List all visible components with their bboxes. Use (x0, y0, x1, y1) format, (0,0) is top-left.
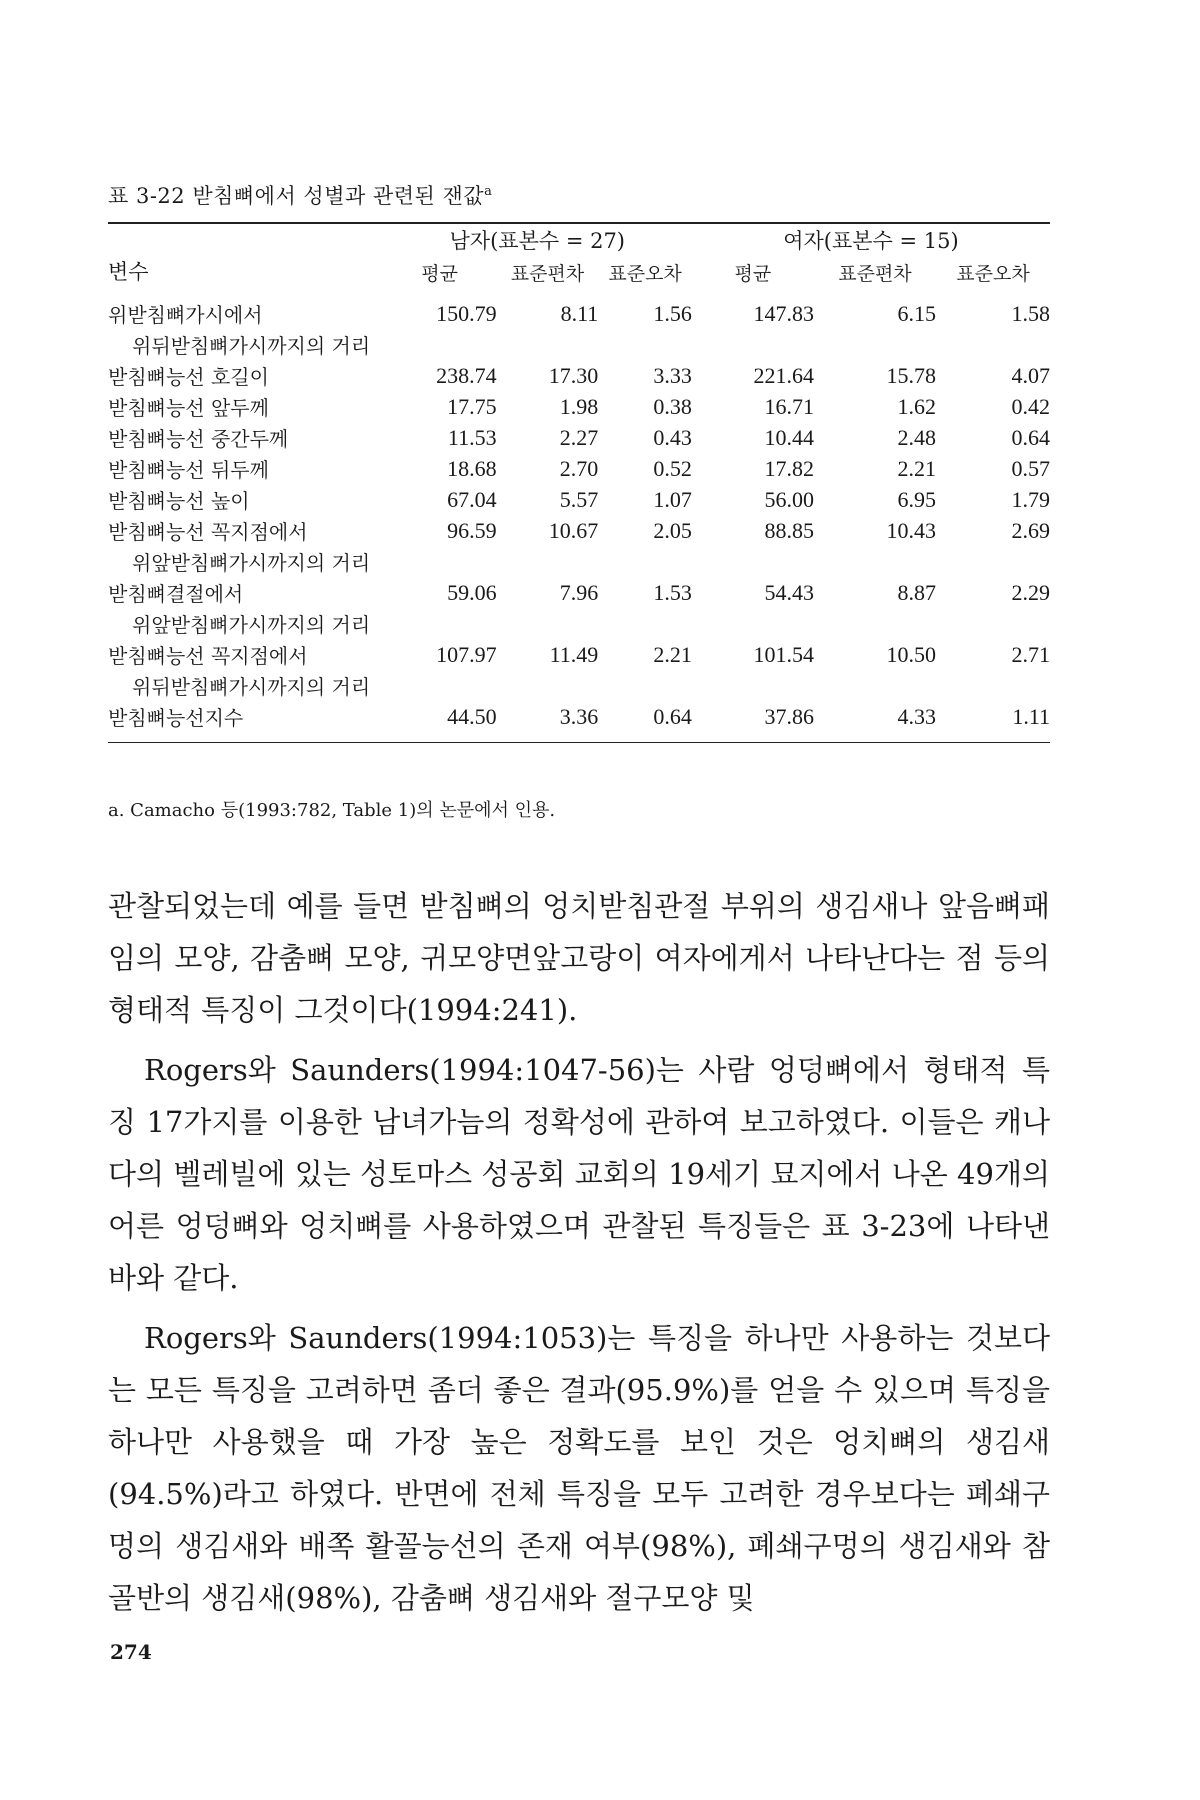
row-value: 2.69 (1011, 517, 1050, 543)
table-body (108, 298, 1050, 732)
row-label: 받침뼈능선 중간두께 (108, 427, 289, 451)
row-value (497, 608, 599, 639)
table-row (108, 298, 1050, 329)
row-value: 88.85 (764, 517, 814, 543)
row-label: 받침뼈결절에서 (108, 582, 244, 606)
row-value (692, 546, 814, 577)
row-value (692, 670, 814, 701)
row-value: 1.11 (1012, 703, 1050, 729)
male-se-header: 표준오차 (608, 262, 682, 285)
row-value (936, 546, 1050, 577)
row-value: 10.67 (548, 517, 599, 543)
row-value: 1.98 (559, 393, 599, 419)
row-value: 150.79 (436, 300, 497, 326)
row-value: 11.49 (549, 641, 599, 667)
row-label: 받침뼈능선 뒤두께 (108, 458, 269, 482)
row-value (598, 546, 692, 577)
row-value (936, 670, 1050, 701)
row-value: 67.04 (447, 486, 497, 512)
row-value: 0.42 (1011, 393, 1050, 419)
row-label: 받침뼈능선지수 (108, 706, 244, 730)
row-value: 54.43 (764, 579, 814, 605)
row-value (692, 329, 814, 360)
table-row (108, 453, 1050, 484)
table-row (108, 701, 1050, 732)
table-caption (108, 180, 492, 210)
paragraph: Rogers와 Saunders(1994:1047-56)는 사람 엉덩뼈에서 형태적 특징 17가지를 이용한 남녀가늠의 정확성에 관하여 보고하였다. 이들은 캐나다의 벨레빌에 있는 성토마스 성공회 교회의 19세기 묘지에서 나온 49개의 어른 엉덩뼈와 엉치뼈를 사용하였으며 관찰된 특징들은 표 3-23에 나타낸 바와 같다. (108, 1053, 1050, 1295)
row-value: 7.96 (559, 579, 599, 605)
row-value: 10.50 (886, 641, 936, 667)
row-value: 1.07 (653, 486, 692, 512)
row-value (497, 670, 599, 701)
row-label: 위뒤받침뼈가시까지의 거리 (132, 334, 371, 358)
row-value: 2.05 (653, 517, 692, 543)
row-value (598, 670, 692, 701)
row-value: 3.33 (653, 362, 692, 388)
female-mean-header: 평균 (734, 262, 772, 285)
row-value: 15.78 (886, 362, 936, 388)
row-value: 18.68 (447, 455, 497, 481)
row-value (814, 546, 936, 577)
row-value (814, 329, 936, 360)
row-label: 위뒤받침뼈가시까지의 거리 (132, 675, 371, 699)
row-value: 1.53 (653, 579, 692, 605)
row-value: 147.83 (753, 300, 814, 326)
row-value: 2.29 (1011, 579, 1050, 605)
table-row (108, 670, 1050, 701)
row-label: 받침뼈능선 앞두께 (108, 396, 269, 420)
row-value: 10.44 (764, 424, 814, 450)
page-number: 274 (110, 1640, 152, 1664)
variable-column-header: 변수 (108, 260, 149, 284)
row-value (598, 329, 692, 360)
row-value: 2.70 (559, 455, 599, 481)
row-value: 8.11 (560, 300, 599, 326)
row-value (814, 608, 936, 639)
paragraph: Rogers와 Saunders(1994:1053)는 특징을 하나만 사용하는 것보다는 모든 특징을 고려하면 좀더 좋은 결과(95.9%)를 얻을 수 있으며 특징을 하나만 사용했을 때 가장 높은 정확도를 보인 것은 엉치뼈의 생김새(94.5%)라고 하였다. 반면에 전체 특징을 모두 고려한 경우보다는 폐쇄구멍의 생김새와 배쪽 활꼴능선의 존재 여부(98%), 폐쇄구멍의 생김새와 참골반의 생김새(98%), 감춤뼈 생김새와 절구모양 및 (108, 1321, 1050, 1615)
row-value: 2.71 (1011, 641, 1050, 667)
row-value: 59.06 (447, 579, 497, 605)
row-label: 받침뼈능선 꼭지점에서 (108, 520, 308, 544)
row-value: 37.86 (764, 703, 814, 729)
female-sd-header: 표준편차 (838, 262, 912, 285)
row-value: 4.33 (897, 703, 936, 729)
table-bottom-rule (108, 742, 1050, 743)
row-value: 11.53 (447, 424, 497, 450)
row-value: 16.71 (764, 393, 814, 419)
table-row (108, 577, 1050, 608)
row-value (936, 329, 1050, 360)
row-value: 221.64 (753, 362, 814, 388)
table-caption-text: 표 3-22 받침뼈에서 성별과 관련된 잰값 (108, 184, 485, 208)
row-label: 받침뼈능선 호길이 (108, 365, 269, 389)
row-value: 96.59 (447, 517, 497, 543)
table-row (108, 360, 1050, 391)
table-row (108, 515, 1050, 546)
row-value: 17.82 (764, 455, 814, 481)
row-label: 받침뼈능선 높이 (108, 489, 250, 513)
table-footnote: a. Camacho 등(1993:782, Table 1)의 논문에서 인용. (108, 800, 556, 821)
table-row (108, 546, 1050, 577)
female-group-header: 여자(표본수 = 15) (783, 229, 959, 253)
row-value: 0.52 (653, 455, 692, 481)
row-value: 3.36 (559, 703, 599, 729)
row-value: 101.54 (753, 641, 814, 667)
row-value (598, 608, 692, 639)
row-value: 44.50 (447, 703, 497, 729)
row-label: 위앞받침뼈가시까지의 거리 (132, 613, 371, 637)
data-table (108, 224, 1050, 732)
female-se-header: 표준오차 (956, 262, 1030, 285)
row-value (936, 608, 1050, 639)
row-value (383, 608, 497, 639)
row-value: 6.15 (897, 300, 936, 326)
row-value (383, 546, 497, 577)
table-caption-footnote-marker: a (484, 184, 493, 199)
row-value: 0.57 (1011, 455, 1050, 481)
row-value (497, 546, 599, 577)
row-value: 0.64 (653, 703, 692, 729)
row-value: 10.43 (886, 517, 936, 543)
body-text (108, 880, 1050, 1624)
row-value (383, 329, 497, 360)
row-value: 0.43 (653, 424, 692, 450)
row-label: 위앞받침뼈가시까지의 거리 (132, 551, 371, 575)
row-label: 받침뼈능선 꼭지점에서 (108, 644, 308, 668)
male-group-header: 남자(표본수 = 27) (449, 229, 625, 253)
row-value (692, 608, 814, 639)
row-value: 107.97 (436, 641, 497, 667)
table-row (108, 391, 1050, 422)
row-value: 8.87 (897, 579, 936, 605)
row-value (497, 329, 599, 360)
row-value: 5.57 (559, 486, 599, 512)
table-row (108, 422, 1050, 453)
row-value: 56.00 (764, 486, 814, 512)
row-value: 2.21 (653, 641, 692, 667)
row-value: 4.07 (1011, 362, 1050, 388)
table-row (108, 329, 1050, 360)
row-value: 17.75 (447, 393, 497, 419)
row-value: 1.58 (1011, 300, 1050, 326)
row-value: 2.27 (559, 424, 599, 450)
row-value: 2.48 (897, 424, 936, 450)
table-row (108, 639, 1050, 670)
row-label: 위받침뼈가시에서 (108, 303, 263, 327)
measurement-table (108, 222, 1050, 743)
table-row (108, 608, 1050, 639)
row-value: 0.38 (653, 393, 692, 419)
row-value: 1.79 (1011, 486, 1050, 512)
row-value (814, 670, 936, 701)
row-value: 1.62 (897, 393, 936, 419)
paragraph: 관찰되었는데 예를 들면 받침뼈의 엉치받침관절 부위의 생김새나 앞음뼈패임의 모양, 감춤뼈 모양, 귀모양면앞고랑이 여자에게서 나타난다는 점 등의 형태적 특징이 그것이다(1994:241). (108, 889, 1050, 1027)
row-value (383, 670, 497, 701)
row-value: 238.74 (436, 362, 497, 388)
row-value: 6.95 (897, 486, 936, 512)
male-mean-header: 평균 (421, 262, 458, 285)
row-value: 0.64 (1011, 424, 1050, 450)
male-sd-header: 표준편차 (510, 262, 585, 285)
row-value: 17.30 (548, 362, 599, 388)
row-value: 2.21 (897, 455, 936, 481)
table-row (108, 484, 1050, 515)
row-value: 1.56 (653, 300, 692, 326)
